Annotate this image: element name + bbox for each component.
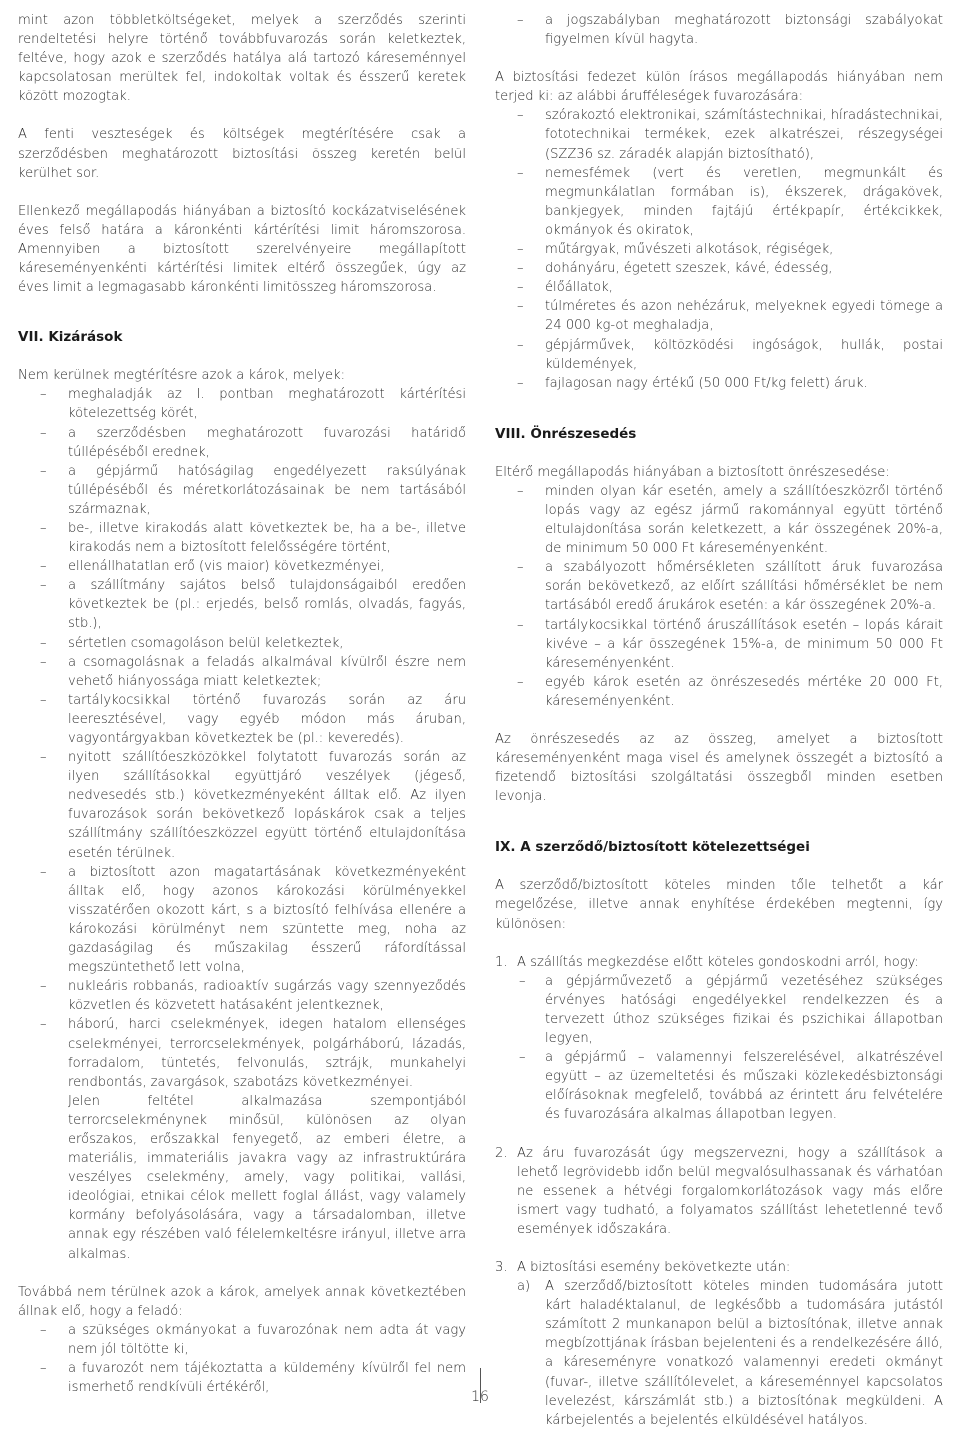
- list-item: – ellenállhatatlan erő (vis maior) következményei,: [18, 557, 466, 576]
- paragraph-continuation: mint azon többletköltségeket, melyek a szerződés szerinti rendeltetési helyre történő továbbfuvarozás során keletkeztek, feltéve, hogy azok e szerződés hatálya alá tartozó káreseménnyel kapcsolatosan merültek fel, indokoltak voltak és ésszerű keretek között mozogtak.: [18, 13, 466, 105]
- sub-item-text: A szerződő/biztosított köteles minden tudomására jutott kárt haladéktalanul, de legkésőbb a tudomására jutástól számított 2 munkanapon belül a biztosítónak, illetve annak megbízottjának írásban bejelenteni és a rendelkezésére álló, a káreseményre vonatkozó valamennyi eredeti okmányt (fuvar-, illetve szállítólevelet, a káreseménnyel kapcsolatos levelezést, kárszámlát stb.) a biztosítónak megküldeni. A kárbejelentés a bejelentés elküldésével hatályos.: [545, 1279, 943, 1428]
- list-item: – a gépjármű – valamennyi felszerelésével, alkatrészével együtt – az üzemeltetési és műszaki közlekedésbiztonsági előírásoknak megfelelő, továbbá az érintett áru felvételére és fuvarozására alkalmas állapotban legyen.: [495, 1048, 943, 1124]
- sender-list: [18, 1321, 466, 1397]
- right-column: [495, 11, 943, 1430]
- sub-item-letter: a): [517, 1279, 531, 1295]
- list-item: – sértetlen csomagoláson belül keletkeztek,: [18, 634, 466, 653]
- exclusions-list: [18, 385, 466, 1091]
- list-item: – egyéb károk esetén az önrészesedés mértéke 20 000 Ft, káreseményenként.: [495, 673, 943, 711]
- item-text: A biztosítási esemény bekövetkezte után:: [517, 1259, 791, 1275]
- paragraph-annual-limit: Ellenkező megállapodás hiányában a biztosító kockázatviselésének éves felső határa a káronkénti kártérítési limit háromszorosa. Amennyiben a biztosított szerelvényeire megállapított káreseményenkénti kártérítési limitek eltérő összegűek, úgy az éves limit a legmagasabb káronkénti limitösszeg háromszorosa.: [18, 203, 466, 296]
- list-item: – a jogszabályban meghatározott biztonsági szabályokat figyelmen kívül hagyta.: [495, 11, 943, 49]
- list-item: – a szerződésben meghatározott fuvarozási határidő túllépéséből erednek,: [18, 424, 466, 462]
- list-item: – háború, harci cselekmények, idegen hatalom ellenséges cselekményei, terrorcselekmények, polgárháború, lázadás, forradalom, tüntetés, felvonulás, sztrájk, munkahelyi rendbontás, zavargások, szabotázs következményei.: [18, 1015, 466, 1091]
- list-item: – tartálykocsikkal történő áruszállítások esetén – lopás kárait kivéve – a kár összegének 15%-a, de minimum 50 000 Ft káreseményenként.: [495, 616, 943, 673]
- list-item: – a szabályozott hőmérsékleten szállított áruk fuvarozása során bekövetkező, az előírt szállítási hőmérséklet be nem tartásából eredő árukárok esetén: a kár összegének 20%-a.: [495, 558, 943, 615]
- paragraph-sender-intro: Továbbá nem térülnek azok a károk, amelyek annak következtében állnak elő, hogy a feladó:: [18, 1284, 466, 1319]
- paragraph-deductible-definition: Az önrészesedés az az összeg, amelyet a biztosított káreseményenként maga visel és amelynek összegét a biztosító a fizetendő biztosítási szolgáltatási összegből minden esetben levonja.: [495, 732, 943, 805]
- numbered-item-2: [495, 1144, 943, 1239]
- paragraph-deductible-intro: Eltérő megállapodás hiányában a biztosított önrészesedése:: [495, 464, 890, 480]
- item-text: A szállítás megkezdése előtt köteles gondoskodni arról, hogy:: [517, 954, 919, 970]
- numbered-item-1: [495, 953, 943, 1125]
- list-item: – minden olyan kár esetén, amely a szállítóeszközről történő lopás vagy az egész jármű rakománnyal együtt történő eltulajdonítása során keletkezett, a kár összegének 20%-a, de minimum 50 000 Ft káreseményenként.: [495, 482, 943, 558]
- sender-list-continued: [495, 11, 943, 49]
- heading-section-viii: VIII. Önrészesedés: [495, 425, 637, 442]
- page-number: 16: [471, 1389, 489, 1405]
- list-item: – túlméretes és azon nehézáruk, melyeknek egyedi tömege a 24 000 kg-ot meghaladja,: [495, 297, 943, 335]
- list-item: – nyitott szállítóeszközökkel folytatott fuvarozás során az ilyen szállításokkal együttjáró veszélyek (jégeső, nedvesedés stb.) következményeként álltak elő. Az ilyen fuvarozások során bekövetkező lopáskárok csak a teljes szállítmány szállítóeszközzel együtt történő eltulajdonítása esetén térülnek.: [18, 748, 466, 863]
- item-number: 1.: [495, 954, 508, 970]
- paragraph-terrorism-definition: Jelen feltétel alkalmazása szempontjából terrorcselekménynek minősül, különösen az olyan erőszakos, erőszakkal fenyegető, az emberi életre, a materiális, immateriális javakra vagy az infrastruktúrára veszélyes cselekmény, amely, vagy politikai, vallási, ideológiai, etnikai célok mellett foglal állást, vagy valamely kormány befolyásolására, vagy a társadalomban, illetve annak egy részében való félelemkeltésre irányul, illetve arra alkalmas.: [68, 1093, 466, 1262]
- excluded-goods-list: [495, 106, 943, 392]
- list-item: – gépjárművek, költözködési ingóságok, hullák, postai küldemények,: [495, 336, 943, 374]
- list-item: – a gépjárművezető a gépjármű vezetéséhez szükséges érvényes hatósági engedélyekkel rendelkezzen és a tervezett úthoz szükséges fizikai és pszichikai állapotban legyen,: [495, 972, 943, 1048]
- list-item: – szórakoztó elektronikai, számítástechnikai, híradástechnikai, fototechnikai termékek, ezek alkatrészei, részegységei (SZZ36 sz. záradék alapján biztosítható),: [495, 106, 943, 163]
- list-item: – a csomagolásnak a feladás alkalmával kívülről észre nem vehető hiányossága miatt keletkeztek;: [18, 653, 466, 691]
- pre-transport-list: [495, 972, 943, 1125]
- list-item: – műtárgyak, művészeti alkotások, régiségek,: [495, 240, 943, 259]
- left-column: [18, 11, 466, 1397]
- item-number: 3.: [495, 1259, 508, 1275]
- paragraph-coverage-exclusion: A biztosítási fedezet külön írásos megállapodás hiányában nem terjed ki: az alábbi árufféleségek fuvarozására:: [495, 70, 943, 105]
- list-item: – a szállítmány sajátos belső tulajdonságaiból eredően következtek be (pl.: erjedés, belső romlás, olvadás, fagyás, stb.),: [18, 576, 466, 633]
- list-item: – a gépjármű hatóságilag engedélyezett raksúlyának túllépéséből és méretkorlátozásainak be nem tartásából származnak,: [18, 462, 466, 519]
- paragraph-exclusions-intro: Nem kerülnek megtérítésre azok a károk, melyek:: [18, 368, 346, 384]
- item-text: Az áru fuvarozását úgy megszervezni, hogy a szállítások a lehető legrövidebb időn belül megvalósulhassanak és várhatóan ne essenek a hétvégi forgalomkorlátozások vagy más előre ismert vagy tudható, a folyamatos szállítást lehetetlenné tevő események időszakára.: [517, 1145, 943, 1237]
- list-item: – élőállatok,: [495, 278, 943, 297]
- list-item: – dohányáru, égetett szeszek, kávé, édesség,: [495, 259, 943, 278]
- paragraph-obligations-intro: A szerződő/biztosított köteles minden tőle telhetőt a kár megelőzése, illetve annak enyhítése érdekében megtenni, így különösen:: [495, 878, 943, 932]
- item-number: 2.: [495, 1145, 508, 1161]
- heading-section-vii: VII. Kizárások: [18, 329, 123, 346]
- list-item: – nemesfémek (vert és veretlen, megmunkált és megmunkálatlan formában is), ékszerek, drágakövek, bankjegyek, minden fajtájú értékpapír, értékcikkek, okmányok és okiratok,: [495, 164, 943, 240]
- list-item: – be-, illetve kirakodás alatt következtek be, ha a be-, illetve kirakodás nem a biztosított felelősségére történt,: [18, 519, 466, 557]
- list-item: – tartálykocsikkal történő fuvarozás során az áru leeresztésével, vagy egyéb módon más áruban, vagyontárgyakban következtek be (pl.: keveredés).: [18, 691, 466, 748]
- list-item: – nukleáris robbanás, radioaktív sugárzás vagy szennyeződés közvetlen és közvetett hatásaként jelentkeznek,: [18, 977, 466, 1015]
- paragraph-loss-limit: A fenti veszteségek és költségek megtérítésére csak a szerződésben meghatározott biztosítási összeg keretén belül kerülhet sor.: [18, 127, 466, 181]
- list-item: – fajlagosan nagy értékű (50 000 Ft/kg felett) áruk.: [495, 374, 943, 393]
- obligations-list: [495, 953, 943, 1430]
- list-item: – a szükséges okmányokat a fuvarozónak nem adta át vagy nem jól töltötte ki,: [18, 1321, 466, 1359]
- list-item: – a fuvarozót nem tájékoztatta a küldemény kívülről fel nem ismerhető rendkívüli értékéről,: [18, 1359, 466, 1397]
- deductibles-list: [495, 482, 943, 711]
- heading-section-ix: IX. A szerződő/biztosított kötelezettségei: [495, 839, 810, 856]
- list-item: – meghaladják az I. pontban meghatározott kártérítési kötelezettség körét,: [18, 385, 466, 423]
- list-item: – a biztosított azon magatartásának következményeként álltak elő, hogy azonos károkozási körülményekkel visszatérően okozott kárt, s a biztosító felhívása ellenére a károkozási körülményt nem szüntette meg, noha az gazdaságilag és műszakilag ésszerű ráfordítással megszüntethető lett volna,: [18, 863, 466, 978]
